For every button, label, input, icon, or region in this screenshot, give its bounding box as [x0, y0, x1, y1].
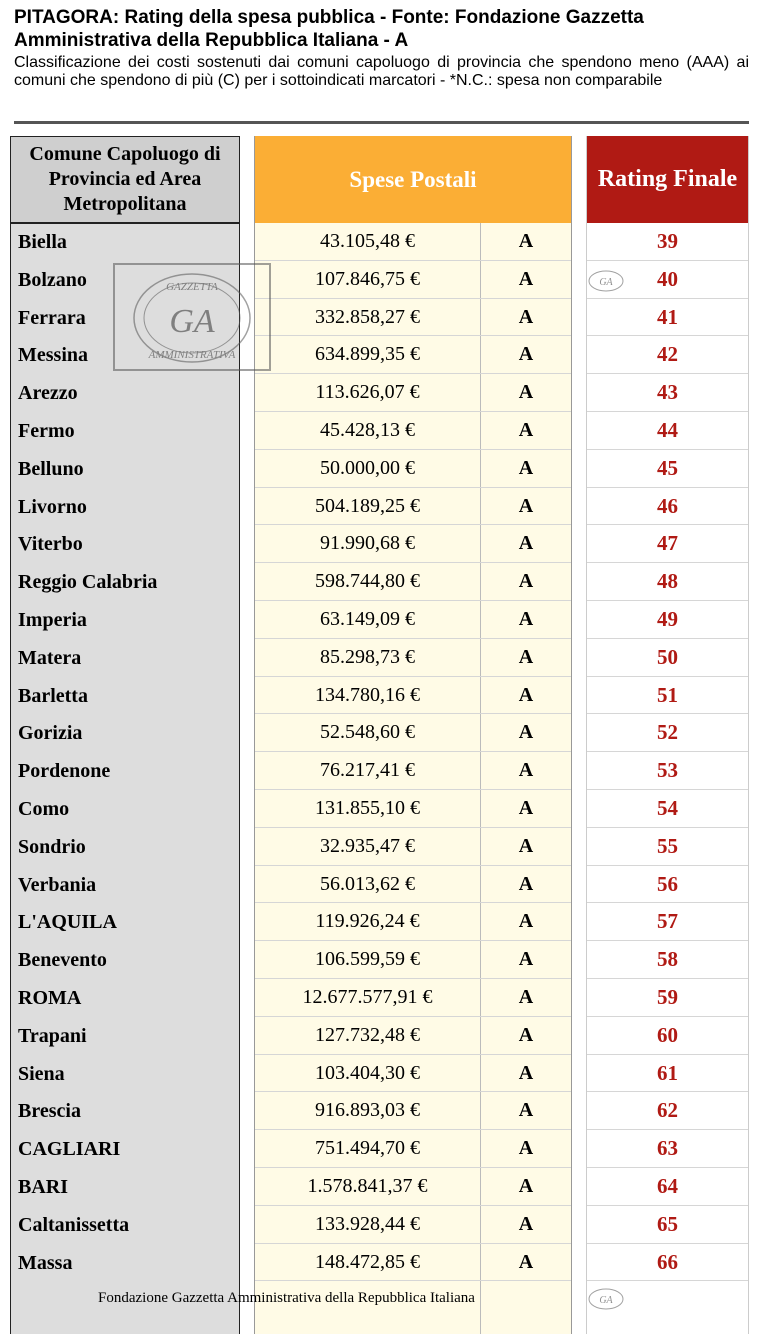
table-row: [587, 1130, 748, 1168]
table-row: [255, 601, 571, 639]
column-rating-finale: [586, 136, 749, 1334]
header-comune: Comune Capoluogo di Provincia ed Area Metropolitana: [11, 137, 239, 224]
spese-grade: A: [518, 607, 534, 630]
table-row: [255, 412, 571, 450]
spese-grade: A: [518, 305, 534, 328]
spese-amount: 43.105,48 €: [320, 230, 415, 252]
table-row: [587, 1055, 748, 1093]
svg-text:GA: GA: [599, 1295, 613, 1306]
rating-value: 56: [657, 871, 678, 896]
table-row: [255, 1055, 571, 1093]
table-row: [11, 564, 239, 602]
spese-amount: 634.899,35 €: [315, 343, 420, 366]
table-row: [587, 374, 748, 412]
table-row: [587, 1206, 748, 1244]
spese-grade: A: [518, 1174, 534, 1197]
table-row: [255, 488, 571, 526]
table-row: [587, 563, 748, 601]
spese-grade: A: [518, 834, 534, 857]
rating-value: 57: [657, 909, 678, 934]
comune-name: Biella: [18, 231, 67, 253]
comune-name: Caltanissetta: [18, 1213, 130, 1236]
table-row: [11, 1093, 239, 1131]
spese-grade: A: [518, 570, 534, 593]
spese-grade: A: [518, 1061, 534, 1084]
table-row: [255, 979, 571, 1017]
table-row: [11, 1056, 239, 1094]
table-row: [587, 1244, 748, 1282]
table-row: [587, 223, 748, 261]
spese-amount: 56.013,62 €: [320, 872, 415, 895]
table-row: [255, 1130, 571, 1168]
spese-amount: 148.472,85 €: [315, 1250, 420, 1273]
table-row: [587, 412, 748, 450]
spese-amount: 598.744,80 €: [315, 570, 420, 593]
table-row: [11, 715, 239, 753]
spese-amount: 119.926,24 €: [315, 910, 420, 933]
rating-value: 54: [657, 795, 678, 820]
table-row: [255, 1244, 571, 1282]
spese-grade: A: [518, 381, 534, 404]
table-row: [11, 904, 239, 942]
comune-name: Arezzo: [18, 382, 78, 405]
spese-amount: 107.846,75 €: [315, 267, 420, 290]
table-row: [255, 828, 571, 866]
spese-amount: 63.149,09 €: [320, 607, 415, 630]
comune-name: Fermo: [18, 419, 75, 442]
comune-name: Pordenone: [18, 760, 111, 783]
small-seal-icon-footer: [586, 1286, 626, 1312]
rating-value: 64: [657, 1173, 678, 1198]
spese-list: [255, 223, 571, 1281]
spese-grade: A: [518, 418, 534, 441]
header-divider: [14, 121, 749, 124]
table-row: [587, 790, 748, 828]
comune-name: Siena: [18, 1062, 65, 1085]
table-row: [11, 526, 239, 564]
spese-amount: 1.578.841,37 €: [307, 1174, 428, 1197]
table-row: [587, 601, 748, 639]
table-row: [11, 1245, 239, 1283]
spese-grade: A: [518, 494, 534, 517]
spese-amount: 134.780,16 €: [315, 683, 420, 706]
comune-name: Livorno: [18, 495, 87, 518]
svg-text:AMMINISTRATIVA: AMMINISTRATIVA: [148, 349, 236, 361]
comune-name: Bolzano: [18, 268, 87, 291]
spese-grade: A: [518, 1099, 534, 1122]
header-spese-postali: Spese Postali: [255, 136, 571, 223]
rating-value: 47: [657, 531, 678, 556]
table-row: [587, 903, 748, 941]
footer-text: Fondazione Gazzetta Amministrativa della Repubblica Italiana: [98, 1290, 475, 1306]
rating-value: 48: [657, 569, 678, 594]
rating-value: 51: [657, 682, 678, 707]
table-row: [255, 450, 571, 488]
comune-name: Imperia: [18, 608, 87, 631]
spese-grade: A: [518, 645, 534, 668]
table-row: [255, 223, 571, 261]
table-row: [587, 941, 748, 979]
table-row: [587, 336, 748, 374]
table-row: [255, 374, 571, 412]
spese-amount: 127.732,48 €: [315, 1023, 420, 1046]
table-row: [587, 1168, 748, 1206]
rating-value: 66: [657, 1249, 678, 1274]
comune-name: Massa: [18, 1251, 73, 1274]
table-row: [255, 639, 571, 677]
table-row: [587, 866, 748, 904]
table-row: [255, 563, 571, 601]
table-row: [11, 1207, 239, 1245]
rating-list: [587, 223, 748, 1281]
spese-amount: 916.893,03 €: [315, 1099, 420, 1122]
table-row: [255, 941, 571, 979]
comune-name: Messina: [18, 344, 88, 367]
spese-grade: A: [518, 267, 534, 290]
table-row: [11, 829, 239, 867]
table-row: [255, 299, 571, 337]
comune-name: Benevento: [18, 949, 107, 972]
rating-value: 58: [657, 947, 678, 972]
spese-amount: 45.428,13 €: [320, 418, 415, 441]
table-row: [587, 677, 748, 715]
spese-grade: A: [518, 721, 534, 744]
table-row: [255, 790, 571, 828]
comune-name: Como: [18, 797, 70, 820]
table-row: [587, 714, 748, 752]
spese-grade: A: [518, 1250, 534, 1273]
spese-amount: 32.935,47 €: [320, 834, 415, 857]
table-row: [255, 866, 571, 904]
comune-name: Brescia: [18, 1100, 81, 1123]
rating-value: 59: [657, 984, 678, 1009]
comune-name: Verbania: [18, 873, 97, 896]
table-row: [11, 753, 239, 791]
spese-amount: 504.189,25 €: [315, 494, 420, 517]
comune-name: Reggio Calabria: [18, 571, 158, 594]
spese-grade: A: [518, 1137, 534, 1160]
table-row: [255, 1168, 571, 1206]
comune-name: BARI: [18, 1175, 69, 1198]
table-row: [11, 1131, 239, 1169]
document-subtitle: Classificazione dei costi sostenuti dai comuni capoluogo di provincia che spendono meno (AAA) ai comuni che spendono di più (C) per i sottoindicati marcatori - *N.C.: spesa non comparabile: [14, 54, 749, 89]
comune-name: Ferrara: [18, 306, 86, 329]
spese-amount: 91.990,68 €: [320, 532, 415, 555]
spese-amount: 332.858,27 €: [315, 305, 420, 328]
document-header: [14, 6, 749, 90]
spese-amount: 12.677.577,91 €: [302, 985, 433, 1008]
spese-grade: A: [518, 1023, 534, 1046]
table-row: [587, 525, 748, 563]
comune-name: ROMA: [18, 986, 82, 1009]
spese-grade: A: [518, 1212, 534, 1235]
rating-value: 42: [657, 342, 678, 367]
comune-name: Viterbo: [18, 533, 83, 556]
table-row: [255, 1206, 571, 1244]
table-row: [587, 450, 748, 488]
table-row: [11, 791, 239, 829]
comune-name: Barletta: [18, 684, 88, 707]
comune-name: Sondrio: [18, 835, 86, 858]
rating-value: 49: [657, 606, 678, 631]
spese-grade: A: [518, 532, 534, 555]
table-row: [255, 1017, 571, 1055]
spese-grade: A: [518, 872, 534, 895]
spese-grade: A: [518, 985, 534, 1008]
svg-text:GAZZETTA: GAZZETTA: [166, 281, 218, 293]
table-row: [587, 979, 748, 1017]
rating-value: 65: [657, 1211, 678, 1236]
table-row: [255, 1092, 571, 1130]
comune-list: [11, 224, 239, 1282]
spese-amount: 52.548,60 €: [320, 721, 415, 744]
spese-grade: A: [518, 910, 534, 933]
spese-grade: A: [518, 796, 534, 819]
table-row: [11, 602, 239, 640]
rating-value: 45: [657, 455, 678, 480]
table-row: [255, 903, 571, 941]
rating-value: 40: [657, 266, 678, 291]
spese-amount: 106.599,59 €: [315, 948, 420, 971]
spese-amount: 85.298,73 €: [320, 645, 415, 668]
spese-grade: A: [518, 683, 534, 706]
table-row: [11, 224, 239, 262]
spese-amount: 113.626,07 €: [315, 381, 420, 404]
table-row: [11, 1018, 239, 1056]
table-row: [11, 640, 239, 678]
svg-text:GA: GA: [169, 303, 215, 340]
gazzetta-seal-icon: [112, 262, 272, 372]
table-row: [11, 375, 239, 413]
table-row: [11, 1169, 239, 1207]
comune-name: Belluno: [18, 457, 84, 480]
table-row: [587, 828, 748, 866]
svg-text:GA: GA: [599, 277, 613, 288]
table-row: [255, 525, 571, 563]
spese-grade: A: [518, 948, 534, 971]
rating-value: 46: [657, 493, 678, 518]
rating-value: 41: [657, 304, 678, 329]
table-row: [11, 451, 239, 489]
rating-value: 53: [657, 758, 678, 783]
rating-value: 55: [657, 833, 678, 858]
rating-value: 52: [657, 720, 678, 745]
comune-name: Matera: [18, 646, 82, 669]
table-row: [11, 489, 239, 527]
table-row: [587, 1092, 748, 1130]
table-row: [11, 980, 239, 1018]
table-row: [255, 714, 571, 752]
table-row: [587, 752, 748, 790]
spese-grade: A: [518, 343, 534, 366]
spese-amount: 50.000,00 €: [320, 456, 415, 479]
column-spese-postali: [254, 136, 572, 1334]
spese-amount: 103.404,30 €: [315, 1061, 420, 1084]
table-row: [11, 867, 239, 905]
table-row: [587, 1017, 748, 1055]
rating-value: 60: [657, 1022, 678, 1047]
comune-name: CAGLIARI: [18, 1138, 121, 1161]
spese-amount: 131.855,10 €: [315, 796, 420, 819]
table-row: [587, 488, 748, 526]
table-row: [11, 942, 239, 980]
rating-value: 43: [657, 380, 678, 405]
table-row: [587, 639, 748, 677]
table-row: [11, 678, 239, 716]
table-row: [255, 752, 571, 790]
table-row: [255, 677, 571, 715]
spese-grade: A: [518, 230, 534, 252]
rating-value: 39: [657, 229, 678, 253]
rating-value: 44: [657, 417, 678, 442]
rating-value: 63: [657, 1136, 678, 1161]
header-rating-finale: Rating Finale: [587, 136, 748, 223]
spese-amount: 751.494,70 €: [315, 1137, 420, 1160]
table-row: [11, 413, 239, 451]
rating-value: 50: [657, 644, 678, 669]
spese-grade: A: [518, 759, 534, 782]
table-row: [255, 261, 571, 299]
comune-name: Trapani: [18, 1024, 87, 1047]
comune-name: L'AQUILA: [18, 911, 117, 934]
comune-name: Gorizia: [18, 722, 83, 745]
rating-value: 61: [657, 1060, 678, 1085]
rating-value: 62: [657, 1098, 678, 1123]
spese-amount: 76.217,41 €: [320, 759, 415, 782]
table-row: [587, 299, 748, 337]
table-row: [255, 336, 571, 374]
spese-amount: 133.928,44 €: [315, 1212, 420, 1235]
small-seal-icon: [586, 268, 626, 294]
document-title: PITAGORA: Rating della spesa pubblica - Fonte: Fondazione Gazzetta Amministrativa della Repubblica Italiana - A: [14, 7, 644, 51]
spese-grade: A: [518, 456, 534, 479]
